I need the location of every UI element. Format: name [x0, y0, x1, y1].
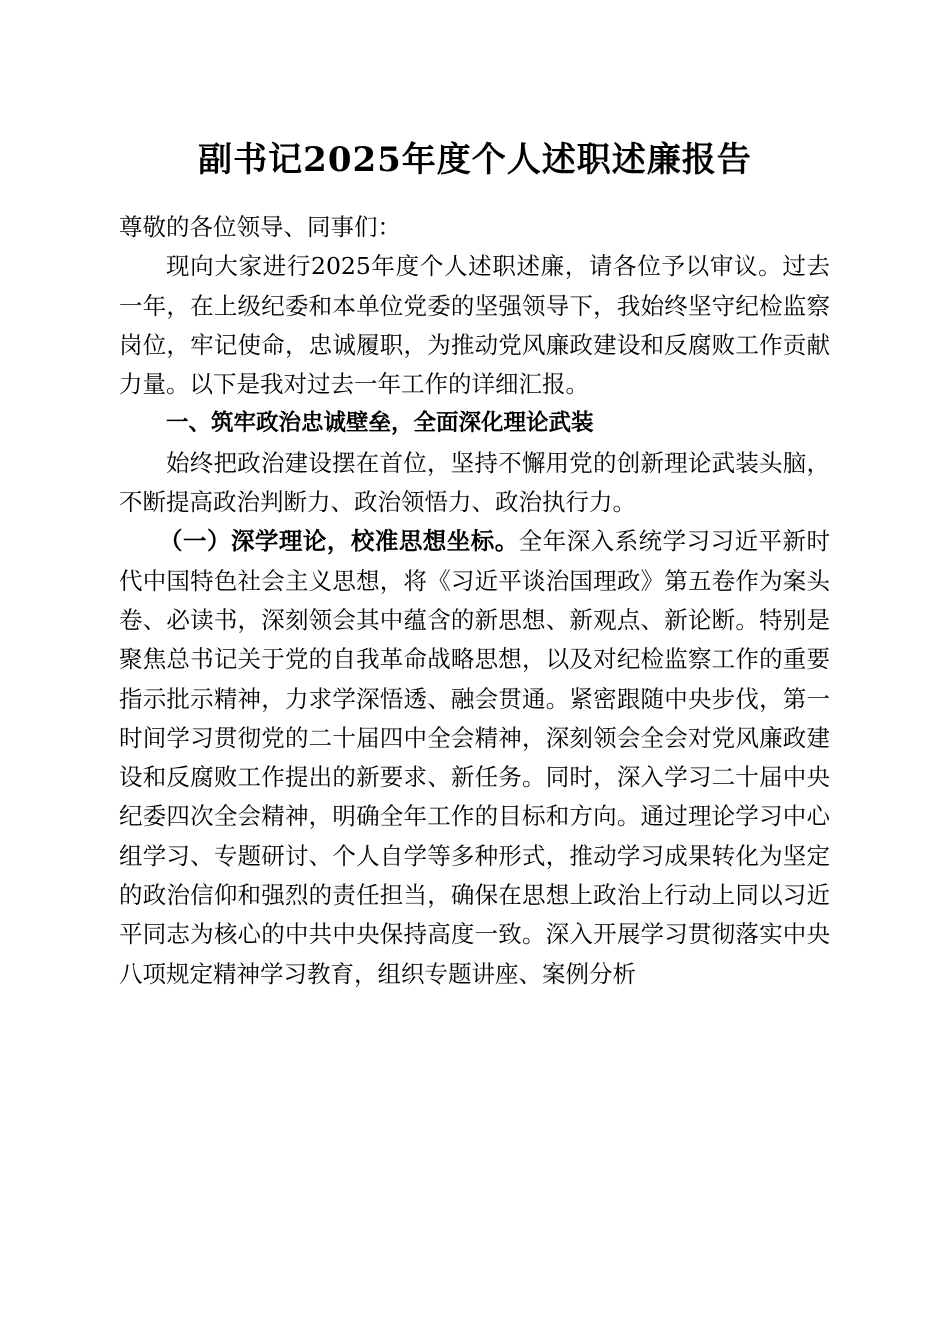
- document-title: 副书记2025年度个人述职述廉报告: [198, 140, 752, 180]
- section-heading: 一、筑牢政治忠诚壁垒，全面深化理论武装: [166, 410, 594, 437]
- salutation: 尊敬的各位领导、同事们：: [119, 213, 401, 241]
- subsection-paragraph: [119, 522, 830, 994]
- intro-paragraph: 现向大家进行2025年度个人述职述廉，请各位予以审议。过去一年，在上级纪委和本单位党委的坚强领导下，我始终坚守纪检监察岗位，牢记使命，忠诚履职，为推动党风廉政建设和反腐败工作贡献力量。以下是我对过去一年工作的详细汇报。: [119, 252, 830, 399]
- document-body: [119, 208, 830, 994]
- subsection-label: （一）深学理论，校准思想坐标。: [159, 527, 519, 556]
- section-lead-paragraph: 始终把政治建设摆在首位，坚持不懈用党的创新理论武装头脑，不断提高政治判断力、政治领悟力、政治执行力。: [119, 448, 830, 517]
- subsection-text: 全年深入系统学习习近平新时代中国特色社会主义思想，将《习近平谈治国理政》第五卷作为案头卷、必读书，深刻领会其中蕴含的新思想、新观点、新论断。特别是聚焦总书记关于党的自我革命战略思想，以及对纪检监察工作的重要指示批示精神，力求学深悟透、融会贯通。紧密跟随中央步伐，第一时间学习贯彻党的二十届四中全会精神，深刻领会全会对党风廉政建设和反腐败工作提出的新要求、新任务。同时，深入学习二十届中央纪委四次全会精神，明确全年工作的目标和方向。通过理论学习中心组学习、专题研讨、个人自学等多种形式，推动学习成果转化为坚定的政治信仰和强烈的责任担当，确保在思想上政治上行动上同以习近平同志为核心的中共中央保持高度一致。深入开展学习贯彻落实中央八项规定精神学习教育，组织专题讲座、案例分析: [119, 527, 831, 988]
